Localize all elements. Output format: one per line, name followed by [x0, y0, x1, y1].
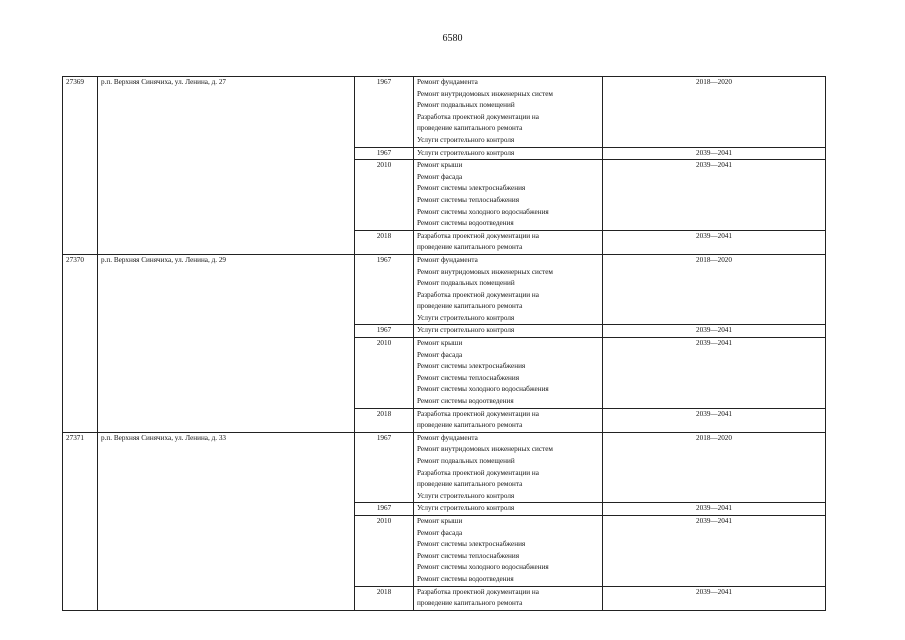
row-year: 2018 [355, 586, 414, 610]
work-item: Ремонт внутридомовых инженерных систем [417, 267, 553, 276]
row-year: 1967 [355, 254, 414, 325]
record-id: 27371 [63, 432, 98, 610]
row-year: 1967 [355, 147, 414, 160]
row-period: 2018—2020 [603, 432, 826, 503]
work-item: проведение капитального ремонта [417, 243, 523, 252]
work-item: Ремонт фасада [417, 172, 463, 181]
row-year: 2010 [355, 338, 414, 409]
row-period: 2039—2041 [603, 503, 826, 516]
row-period: 2039—2041 [603, 160, 826, 231]
work-item: Ремонт крыши [417, 516, 463, 525]
work-item: Ремонт подвальных помещений [417, 101, 515, 110]
row-works [414, 325, 603, 338]
work-item: Услуги строительного контроля [417, 326, 515, 335]
work-item: Разработка проектной документации на [417, 231, 539, 240]
row-works [414, 338, 603, 409]
work-item: Ремонт системы холодного водоснабжения [417, 207, 549, 216]
work-item: Ремонт внутридомовых инженерных систем [417, 445, 553, 454]
record-address: р.п. Верхняя Синячиха, ул. Ленина, д. 33 [98, 432, 355, 610]
row-year: 2010 [355, 515, 414, 586]
row-period: 2039—2041 [603, 325, 826, 338]
row-works [414, 408, 603, 432]
row-works [414, 77, 603, 148]
row-period: 2039—2041 [603, 586, 826, 610]
work-item: Ремонт подвальных помещений [417, 457, 515, 465]
row-year: 2010 [355, 160, 414, 231]
row-works [414, 586, 603, 610]
work-item: проведение капитального ремонта [417, 302, 523, 311]
row-year: 1967 [355, 77, 414, 148]
row-year: 1967 [355, 325, 414, 338]
table-row [63, 254, 826, 325]
work-item: Ремонт фасада [417, 528, 463, 537]
row-period: 2039—2041 [603, 147, 826, 160]
row-period: 2039—2041 [603, 338, 826, 409]
row-period: 2039—2041 [603, 515, 826, 586]
work-item: Ремонт фасада [417, 350, 463, 359]
work-item: Ремонт внутридомовых инженерных систем [417, 89, 553, 98]
work-item: Ремонт системы водоотведения [417, 219, 514, 228]
work-item: Ремонт фундамента [417, 78, 478, 86]
work-item: Разработка проектной документации на [417, 290, 539, 299]
row-works [414, 432, 603, 503]
row-works [414, 254, 603, 325]
row-works [414, 147, 603, 160]
work-item: Услуги строительного контроля [417, 135, 515, 144]
row-year: 1967 [355, 432, 414, 503]
work-item: проведение капитального ремонта [417, 124, 523, 133]
row-year: 2018 [355, 408, 414, 432]
record-id: 27370 [63, 254, 98, 432]
work-item: Ремонт системы электроснабжения [417, 362, 526, 371]
work-item: Ремонт системы водоотведения [417, 397, 514, 406]
row-year: 2018 [355, 230, 414, 254]
work-item: Разработка проектной документации на [417, 468, 539, 477]
row-period: 2018—2020 [603, 77, 826, 148]
work-item: Ремонт фундамента [417, 255, 478, 264]
work-item: Ремонт крыши [417, 339, 463, 348]
work-item: Ремонт подвальных помещений [417, 279, 515, 288]
work-item: Ремонт системы водоотведения [417, 574, 514, 583]
work-item: Услуги строительного контроля [417, 148, 515, 157]
work-item: Разработка проектной документации на [417, 587, 539, 596]
row-year: 1967 [355, 503, 414, 516]
work-item: Услуги строительного контроля [417, 313, 515, 322]
work-item: Ремонт системы холодного водоснабжения [417, 563, 549, 572]
work-item: Ремонт системы электроснабжения [417, 184, 526, 193]
row-works [414, 230, 603, 254]
row-works [414, 503, 603, 516]
work-item: проведение капитального ремонта [417, 480, 523, 489]
table-row [63, 77, 826, 148]
work-item: Разработка проектной документации на [417, 112, 539, 121]
row-works [414, 515, 603, 586]
work-item: Ремонт фундамента [417, 433, 478, 442]
work-item: Ремонт системы теплоснабжения [417, 195, 520, 204]
work-item: проведение капитального ремонта [417, 599, 523, 608]
work-item: Ремонт системы теплоснабжения [417, 373, 520, 382]
work-item: Услуги строительного контроля [417, 504, 515, 513]
table-row [63, 432, 826, 503]
page-number: 6580 [442, 33, 463, 44]
work-item: Ремонт системы электроснабжения [417, 540, 526, 549]
row-works [414, 160, 603, 231]
work-item: Ремонт системы теплоснабжения [417, 551, 520, 560]
work-item: Ремонт системы холодного водоснабжения [417, 385, 549, 394]
row-period: 2018—2020 [603, 254, 826, 325]
work-item: проведение капитального ремонта [417, 421, 523, 430]
repair-schedule-table [62, 76, 826, 611]
work-item: Ремонт крыши [417, 161, 463, 170]
work-item: Услуги строительного контроля [417, 491, 515, 500]
row-period: 2039—2041 [603, 408, 826, 432]
work-item: Разработка проектной документации на [417, 409, 539, 418]
record-address: р.п. Верхняя Синячиха, ул. Ленина, д. 29 [98, 254, 355, 432]
record-address: р.п. Верхняя Синячиха, ул. Ленина, д. 27 [98, 77, 355, 255]
row-period: 2039—2041 [603, 230, 826, 254]
record-id: 27369 [63, 77, 98, 255]
